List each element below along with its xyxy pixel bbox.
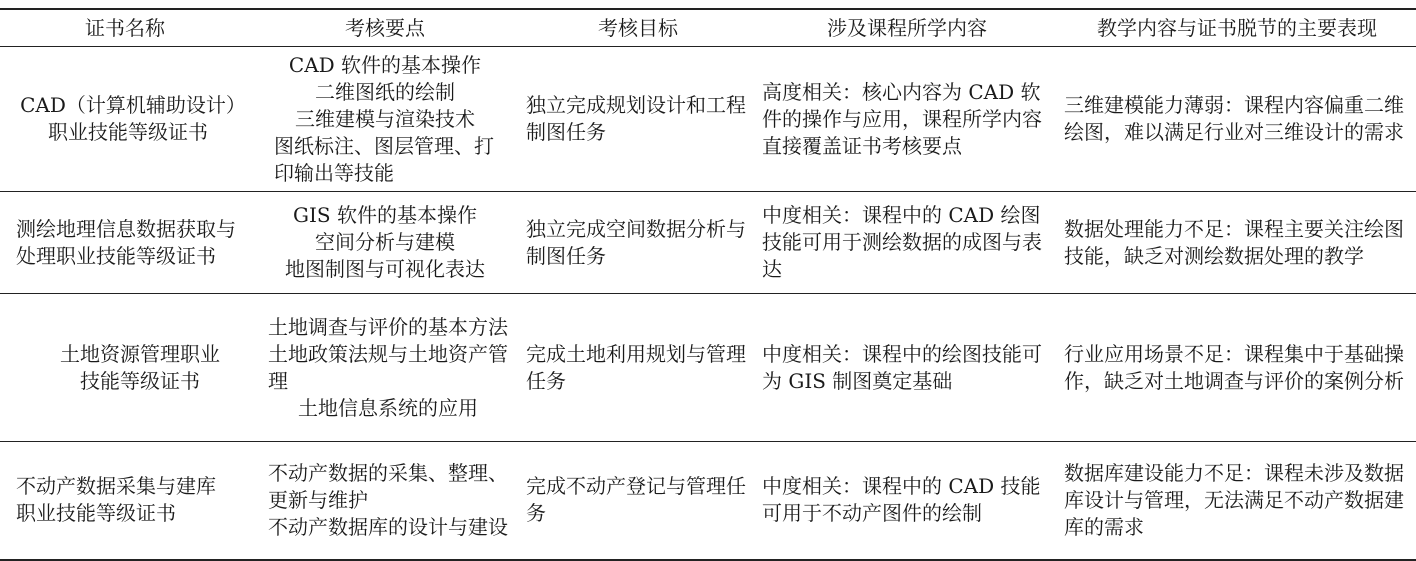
assessment-points-cell [250, 442, 520, 560]
certificate-name-cell: 土地资源管理职业技能等级证书 [60, 341, 220, 393]
assessment-point: 图纸标注、图层管理、打印输出等技能 [274, 133, 494, 185]
assessment-goal-cell: 完成土地利用规划与管理任务 [526, 341, 746, 393]
course-content-cell: 中度相关：课程中的 CAD 技能可用于不动产图件的绘制 [762, 474, 1041, 526]
gap-issue-cell: 数据处理能力不足：课程主要关注绘图技能，缺乏对测绘数据处理的教学 [1064, 216, 1404, 268]
header-gap-issue: 教学内容与证书脱节的主要表现 [1097, 15, 1377, 40]
assessment-point: 不动产数据库的设计与建设 [268, 514, 508, 539]
certificate-name-cell: 不动产数据采集与建库职业技能等级证书 [16, 474, 216, 526]
course-content-cell: 高度相关：核心内容为 CAD 软件的操作与应用，课程所学内容直接覆盖证书考核要点 [762, 79, 1042, 158]
assessment-point: 二维图纸的绘制 [315, 79, 455, 104]
assessment-point: 不动产数据的采集、整理、更新与维护 [268, 460, 508, 512]
assessment-goal-cell: 独立完成空间数据分析与制图任务 [526, 216, 746, 268]
table-row [0, 294, 1416, 442]
header-row [0, 9, 1416, 47]
assessment-point: 土地政策法规与土地资产管理 [268, 341, 508, 393]
assessment-goal-cell: 独立完成规划设计和工程制图任务 [526, 93, 746, 144]
course-content-cell: 中度相关：课程中的绘图技能可为 GIS 制图奠定基础 [762, 341, 1042, 393]
assessment-goal-cell: 完成不动产登记与管理任务 [526, 474, 746, 526]
assessment-points-cell [250, 294, 520, 442]
header-assessment-points: 考核要点 [345, 15, 425, 40]
assessment-points-cell [250, 192, 520, 294]
table-row [0, 47, 1416, 192]
assessment-point: 三维建模与渲染技术 [295, 106, 475, 131]
header-course-content: 涉及课程所学内容 [827, 15, 987, 40]
assessment-point: 地图制图与可视化表达 [285, 257, 485, 281]
table-row [0, 442, 1416, 560]
header-certificate-name: 证书名称 [85, 15, 165, 40]
assessment-point: GIS 软件的基本操作 [293, 203, 477, 227]
header-assessment-goal: 考核目标 [598, 15, 678, 40]
assessment-points-cell [250, 47, 520, 192]
certificate-table [0, 8, 1416, 561]
gap-issue-cell: 数据库建设能力不足：课程未涉及数据库设计与管理，无法满足不动产数据建库的需求 [1064, 460, 1404, 539]
assessment-point: 空间分析与建模 [315, 230, 455, 254]
table-row [0, 192, 1416, 294]
course-content-cell: 中度相关：课程中的 CAD 绘图技能可用于测绘数据的成图与表达 [762, 203, 1042, 281]
certificate-name-cell: CAD（计算机辅助设计）职业技能等级证书 [20, 93, 236, 144]
gap-issue-cell: 三维建模能力薄弱：课程内容偏重二维绘图，难以满足行业对三维设计的需求 [1064, 93, 1404, 144]
certificate-name-cell: 测绘地理信息数据获取与处理职业技能等级证书 [16, 216, 236, 268]
assessment-point: 土地信息系统的应用 [298, 395, 478, 420]
assessment-point: 土地调查与评价的基本方法 [268, 314, 508, 339]
assessment-point: CAD 软件的基本操作 [288, 52, 482, 77]
gap-issue-cell: 行业应用场景不足：课程集中于基础操作，缺乏对土地调查与评价的案例分析 [1064, 341, 1404, 393]
